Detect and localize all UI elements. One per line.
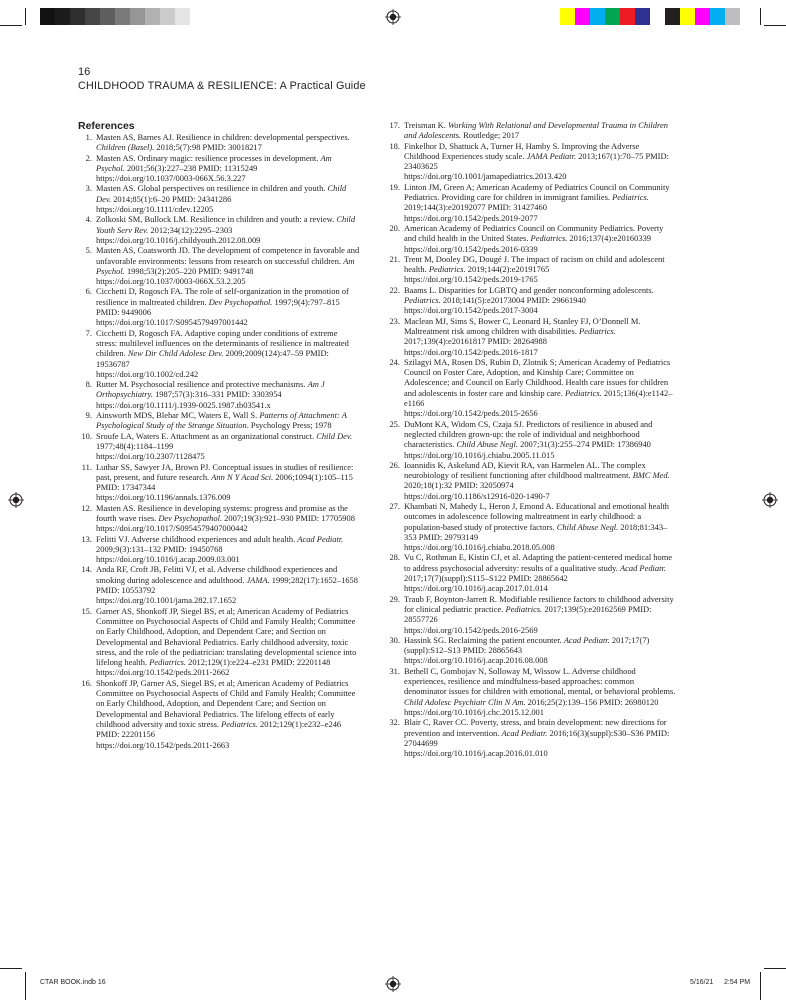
reference-number: 25. [389, 418, 400, 429]
reference-item [386, 357, 676, 419]
registration-mark-icon [385, 9, 401, 25]
reference-item [78, 379, 360, 410]
calibration-swatch [590, 8, 605, 25]
reference-number: 9. [85, 410, 92, 421]
reference-number: 3. [85, 183, 92, 194]
reference-number: 30. [389, 634, 400, 645]
calibration-swatch [695, 8, 710, 25]
reference-number: 19. [389, 181, 400, 192]
calibration-swatch [650, 8, 665, 25]
reference-text: Finkelhor D, Shattuck A, Turner H, Hamby S. Improving the Adverse Childhood Experiences study scale. JAMA Pediatr. 2013;167(1):70–75 PMID: 23403625 https://doi.org/10.1001/jamapediatrics.2013.420 [404, 140, 669, 182]
reference-number: 27. [389, 500, 400, 511]
reference-item [78, 132, 360, 153]
reference-item [386, 501, 676, 552]
registration-mark-icon [8, 492, 24, 508]
reference-text: Cicchetti D, Rogosch FA. Adaptive coping under conditions of extreme stress: multilevel influences on the determinants of resilience in maltreated children. New Dir Child Adolesc Dev. 2009;2009(124):47–59 PMID: 19536787 https://doi.org/10.1002/cd.242 [96, 327, 349, 379]
reference-item [78, 462, 360, 503]
reference-item [386, 254, 676, 285]
reference-number: 18. [389, 140, 400, 151]
registration-mark-icon [385, 976, 401, 992]
reference-item [386, 460, 676, 501]
reference-text: Luthar SS, Sawyer JA, Brown PJ. Conceptual issues in studies of resilience: past, present, and future research. Ann N Y Acad Sci. 2006;1094(1):105–115 PMID: 17347344 https://doi.org/10.1196/annals.1376.009 [96, 461, 354, 503]
footer-file-name: CTAR BOOK.indb 16 [40, 979, 106, 986]
reference-text: Vu C, Rothman E, Kistin CJ, et al. Adapting the patient-centered medical home to address psychosocial adversity: results of a qualitative study. Acad Pediatr. 2017;17(7)(suppl):S115–S122 PMID: 28865642 https://doi.org/10.1016/j.acap.2017.01.014 [404, 552, 673, 594]
crop-mark [25, 8, 26, 25]
calibration-swatch [85, 8, 100, 25]
reference-number: 13. [81, 533, 92, 544]
reference-number: 2. [85, 152, 92, 163]
crop-mark [764, 968, 786, 969]
reference-item [78, 214, 360, 245]
running-head: CHILDHOOD TRAUMA & RESILIENCE: A Practical Guide [78, 80, 366, 92]
reference-text: Masten AS, Coatsworth JD. The development of competence in favorable and unfavorable environments: lessons from research on successful children. Am Psychol. 1998;53(2):205–220 PMID: 9491748 https://doi.org/10.1037/0003-066X.53.2.205 [96, 245, 360, 287]
reference-text: Treisman K. Working With Relational and Developmental Trauma in Children and Adolescents. Routledge; 2017 [404, 120, 668, 141]
reference-text: Anda RF, Croft JB, Felitti VJ, et al. Adverse childhood experiences and smoking during adolescence and adulthood. JAMA. 1999;282(17):1652–1658 PMID: 10553792 https://doi.org/10.1001/jama.282.17.1652 [96, 564, 358, 606]
reference-text: Masten AS. Ordinary magic: resilience processes in development. Am Psychol. 2001;56(3):227–238 PMID: 11315249 https://doi.org/10.1037/0003-066X.56.3.227 [96, 152, 332, 184]
crop-mark [0, 968, 22, 969]
calibration-swatch [70, 8, 85, 25]
reference-item [386, 141, 676, 182]
calibration-swatch [620, 8, 635, 25]
reference-text: Ainsworth MDS, Blehar MC, Waters E, Wall S. Patterns of Attachment: A Psychological Study of the Strange Situation. Psychology Press; 1978 [96, 410, 347, 431]
calibration-swatch [725, 8, 740, 25]
registration-mark-icon [762, 492, 778, 508]
calibration-swatch [665, 8, 680, 25]
reference-number: 24. [389, 356, 400, 367]
reference-text: Rutter M. Psychosocial resilience and protective mechanisms. Am J Orthopsychiatry. 1987;57(3):316–331 PMID: 3303954 https://doi.org/10.1111/j.1939-0025.1987.tb03541.x [96, 379, 325, 410]
reference-text: Zolkoski SM, Bullock LM. Resilience in children and youth: a review. Child Youth Serv Rev. 2012;34(12):2295–2303 https://doi.org/10.1016/j.childyouth.2012.08.009 [96, 214, 356, 245]
reference-text: Trent M, Dooley DG, Dougé J. The impact of racism on child and adolescent health. Pediatrics. 2019;144(2):e20191765 https://doi.org/10.1542/peds.2019-1765 [404, 253, 665, 285]
calibration-swatch [100, 8, 115, 25]
reference-text: Masten AS, Barnes AJ. Resilience in children: developmental perspectives. Children (Basel). 2018;5(7):98 PMID: 30018217 [96, 132, 350, 153]
reference-item [386, 717, 676, 758]
reference-number: 26. [389, 459, 400, 470]
reference-item [78, 606, 360, 678]
reference-text: Linton JM, Green A; American Academy of Pediatrics Council on Community Pediatrics. Providing care for children in immigrant families. Pediatrics. 2019;144(3):e20192077 PMID: 31427460 https://doi.org/10.1542/peds.2019-2077 [404, 181, 670, 223]
reference-number: 23. [389, 315, 400, 326]
reference-number: 32. [389, 717, 400, 728]
reference-item [386, 120, 676, 141]
reference-item [78, 183, 360, 214]
reference-item [386, 182, 676, 223]
footer-time: 2:54 PM [724, 979, 751, 986]
reference-item [78, 328, 360, 379]
reference-number: 17. [389, 120, 400, 130]
reference-item [78, 410, 360, 431]
reference-text: Ioannidis K, Askelund AD, Kievit RA, van Harmelen AL. The complex neurobiology of resilient functioning after childhood maltreatment. BMC Med. 2020;18(1):32 PMID: 32050974 https://doi.org/10.1186/s12916-020-1490-7 [404, 459, 670, 501]
reference-number: 16. [81, 677, 92, 688]
reference-number: 5. [85, 245, 92, 256]
reference-number: 20. [389, 222, 400, 233]
reference-number: 14. [81, 564, 92, 575]
reference-text: Baams L. Disparities for LGBTQ and gender nonconforming adolescents. Pediatrics. 2018;141(5):e20173004 PMID: 29661940 https://doi.org/10.1542/peds.2017-3004 [404, 284, 654, 316]
references-heading: References [78, 120, 135, 132]
calibration-swatch [575, 8, 590, 25]
reference-item [386, 419, 676, 460]
reference-item [386, 635, 676, 666]
calibration-swatch [560, 8, 575, 25]
calibration-swatch [635, 8, 650, 25]
reference-number: 28. [389, 552, 400, 563]
calibration-swatch [145, 8, 160, 25]
reference-number: 4. [85, 214, 92, 225]
calibration-swatch [115, 8, 130, 25]
reference-item [386, 666, 676, 717]
calibration-swatch [40, 8, 55, 25]
reference-text: Felitti VJ. Adverse childhood experiences and adult health. Acad Pediatr. 2009;9(3):131–132 PMID: 19450768 https://doi.org/10.1016/j.acap.2009.03.001 [96, 533, 344, 565]
reference-text: Szilagyi MA, Rosen DS, Rubin D, Zlotnik S; American Academy of Pediatrics Council on Foster Care, Adoption, and Kinship Care; Committee on Adolescence; and Council on Early Childhood. Health care issues for children and adolescents in foster care and kinship care. Pediatrics. 2015;136(4):e1142–e1166 https://doi.org/10.1542/peds.2015-2656 [404, 356, 673, 419]
reference-number: 29. [389, 593, 400, 604]
reference-item [78, 534, 360, 565]
reference-text: Bethell C, Gombojav N, Solloway M, Wissow L. Adverse childhood experiences, resilience and mindfulness-based approaches: common denominator issues for children with emotional, mental, or behavioral problems. Child Adolesc Psychiatr Clin N Am. 2016;25(2):139–156 PMID: 26980120 https://doi.org/10.1016/j.chc.2015.12.001 [404, 665, 676, 717]
reference-text: Sroufe LA, Waters E. Attachment as an organizational construct. Child Dev. 1977;48(4):1184–1199 https://doi.org/10.2307/1128475 [96, 430, 353, 462]
reference-item [78, 503, 360, 534]
reference-number: 6. [85, 286, 92, 297]
reference-item [386, 552, 676, 593]
calibration-swatch [130, 8, 145, 25]
reference-item [78, 564, 360, 605]
reference-item [78, 153, 360, 184]
reference-text: Maclean MJ, Sims S, Bower C, Leonard H, Stanley FJ, O’Donnell M. Maltreatment risk among children with disabilities. Pediatrics. 2017;139(4):e20161817 PMID: 28264988 https://doi.org/10.1542/peds.2016-1817 [404, 315, 641, 357]
gray-calibration-bar [40, 8, 190, 25]
reference-text: Blair C, Raver CC. Poverty, stress, and brain development: new directions for prevention and intervention. Acad Pediatr. 2016;16(3)(suppl):S30–S36 PMID: 27044699 https://doi.org/10.1016/j.acap.2016.01.010 [404, 717, 670, 759]
reference-text: American Academy of Pediatrics Council on Community Pediatrics. Poverty and child health in the United States. Pediatrics. 2016;137(4):e20160339 https://doi.org/10.1542/peds.2016-0339 [404, 222, 664, 254]
reference-number: 1. [85, 132, 92, 142]
reference-text: Masten AS. Global perspectives on resilience in children and youth. Child Dev. 2014;85(1):6–20 PMID: 24341286 https://doi.org/10.1111/cdev.12205 [96, 183, 347, 215]
reference-text: Shonkoff JP, Garner AS, Siegel BS, et al; American Academy of Pediatrics Committee on Psychosocial Aspects of Child and Family Health; Committee on Early Childhood, Adoption, and Dependent Care; and Section on Developmental and Behavioral Pediatrics. The lifelong effects of early childhood adversity and toxic stress. Pediatrics. 2012;129(1):e232–e246 PMID: 22201156 https://doi.org/10.1542/peds.2011-2663 [96, 677, 356, 750]
calibration-swatch [680, 8, 695, 25]
reference-item [78, 286, 360, 327]
reference-number: 15. [81, 605, 92, 616]
reference-item [78, 678, 360, 750]
reference-text: Traub F, Boynton-Jarrett R. Modifiable resilience factors to childhood adversity for clinical pediatric practice. Pediatrics. 2017;139(5):e20162569 PMID: 28557726 https://doi.org/10.1542/peds.2016-2569 [404, 593, 674, 635]
calibration-swatch [55, 8, 70, 25]
calibration-swatch [175, 8, 190, 25]
reference-item [386, 594, 676, 635]
color-calibration-bar [560, 8, 740, 25]
crop-mark [764, 25, 786, 26]
reference-text: Hassink SG. Reclaiming the patient encounter. Acad Pediatr. 2017;17(7)(suppl):S12–S13 PMID: 28865643 https://doi.org/10.1016/j.acap.2016.08.008 [404, 634, 650, 666]
reference-item [78, 431, 360, 462]
reference-text: DuMont KA, Widom CS, Czaja SJ. Predictors of resilience in abused and neglected children grown-up: the role of individual and neighborhood characteristics. Child Abuse Negl. 2007;31(3):255–274 PMID: 17386940 https://doi.org/10.1016/j.chiabu.2005.11.015 [404, 418, 653, 460]
crop-mark [760, 8, 761, 25]
reference-text: Masten AS. Resilience in developing systems: progress and promise as the fourth wave rises. Dev Psychopathol. 2007;19(3):921–930 PMID: 17705908 https://doi.org/10.1017/S0954579407000442 [96, 502, 355, 534]
reference-text: Khambati N, Mahedy L, Heron J, Emond A. Educational and emotional health outcomes in adolescence following maltreatment in early childhood: a population-based study of protective factors. Child Abuse Negl. 2018;81:343–353 PMID: 29793149 https://doi.org/10.1016/j.chiabu.2018.05.008 [404, 500, 670, 553]
reference-number: 7. [85, 327, 92, 338]
reference-number: 31. [389, 665, 400, 676]
references-column-right [386, 120, 676, 758]
references-column-left [78, 132, 360, 750]
reference-text: Garner AS, Shonkoff JP, Siegel BS, et al; American Academy of Pediatrics Committee on Psychosocial Aspects of Child and Family Health; Committee on Early Childhood, Adoption, and Dependent Care; and Section on Developmental and Behavioral Pediatrics. Early childhood adversity, toxic stress, and the role of the pediatrician: translating developmental science into lifelong health. Pediatrics. 2012;129(1):e224–e231 PMID: 22201148 https://doi.org/10.1542/peds.2011-2662 [96, 605, 357, 678]
crop-mark [0, 25, 22, 26]
reference-number: 12. [81, 502, 92, 513]
reference-item [78, 245, 360, 286]
reference-text: Cicchetti D, Rogosch FA. The role of self-organization in the promotion of resilience in maltreated children. Dev Psychopathol. 1997;9(4):797–815 PMID: 9449006 https://doi.org/10.1017/S0954579497001442 [96, 286, 349, 328]
reference-item [386, 316, 676, 357]
reference-number: 8. [85, 379, 92, 390]
page-number: 16 [78, 66, 91, 78]
reference-number: 21. [389, 253, 400, 264]
footer-date: 5/16/21 [690, 979, 714, 986]
reference-number: 10. [81, 430, 92, 441]
crop-mark [25, 972, 26, 1000]
calibration-swatch [160, 8, 175, 25]
reference-number: 22. [389, 284, 400, 295]
calibration-swatch [710, 8, 725, 25]
crop-mark [760, 972, 761, 1000]
calibration-swatch [605, 8, 620, 25]
reference-item [386, 223, 676, 254]
reference-number: 11. [81, 461, 92, 472]
reference-item [386, 285, 676, 316]
